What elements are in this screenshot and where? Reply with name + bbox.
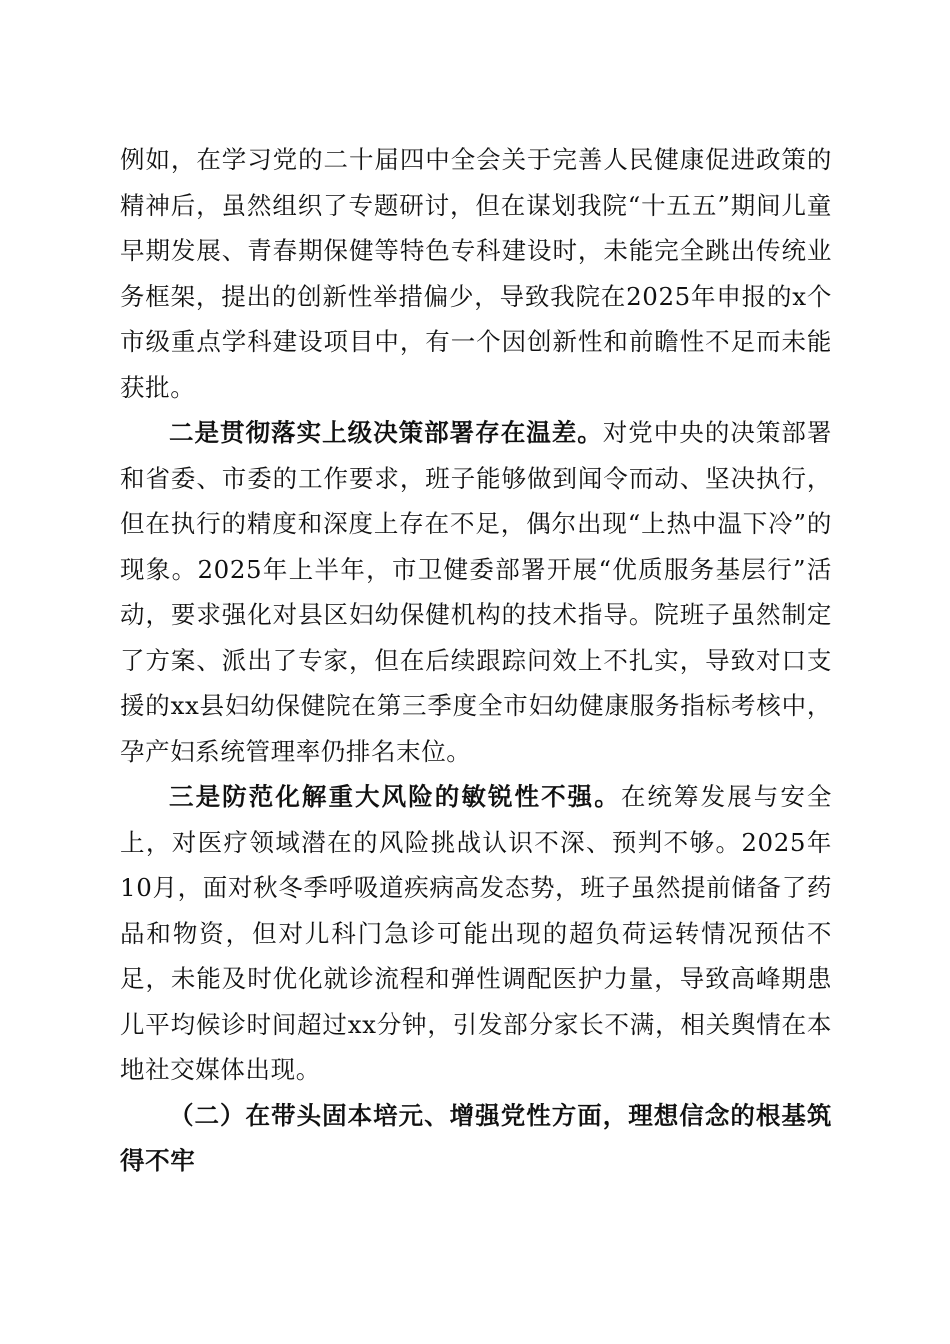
paragraph-3-lead: 三是防范化解重大风险的敏锐性不强。 [169,782,621,811]
paragraph-2-lead: 二是贯彻落实上级决策部署存在温差。 [169,418,603,447]
paragraph-1-text: 例如，在学习党的二十届四中全会关于完善人民健康促进政策的精神后，虽然组织了专题研讨，但在谋划我院“十五五”期间儿童早期发展、青春期保健等特色专科建设时，未能完全跳出传统业务框架，提出的创新性举措偏少，导致我院在2025年申报的x个市级重点学科建设项目中，有一个因创新性和前瞻性不足而未能获批。 [120,145,832,402]
paragraph-2 [120,410,832,774]
paragraph-1 [120,137,832,410]
paragraph-2-text: 对党中央的决策部署和省委、市委的工作要求，班子能够做到闻令而动、坚决执行，但在执行的精度和深度上存在不足，偶尔出现“上热中温下冷”的现象。2025年上半年，市卫健委部署开展“优质服务基层行”活动，要求强化对县区妇幼保健机构的技术指导。院班子虽然制定了方案、派出了专家，但在后续跟踪问效上不扎实，导致对口支援的xx县妇幼保健院在第三季度全市妇幼健康服务指标考核中，孕产妇系统管理率仍排名末位。 [120,418,832,766]
paragraph-3 [120,774,832,1093]
paragraph-3-text: 在统筹发展与安全上，对医疗领域潜在的风险挑战认识不深、预判不够。2025年10月，面对秋冬季呼吸道疾病高发态势，班子虽然提前储备了药品和物资，但对儿科门急诊可能出现的超负荷运转情况预估不足，未能及时优化就诊流程和弹性调配医护力量，导致高峰期患儿平均候诊时间超过xx分钟，引发部分家长不满，相关舆情在本地社交媒体出现。 [120,782,832,1084]
document-page [120,137,832,1184]
section-heading: （二）在带头固本培元、增强党性方面，理想信念的根基筑得不牢 [120,1100,832,1175]
